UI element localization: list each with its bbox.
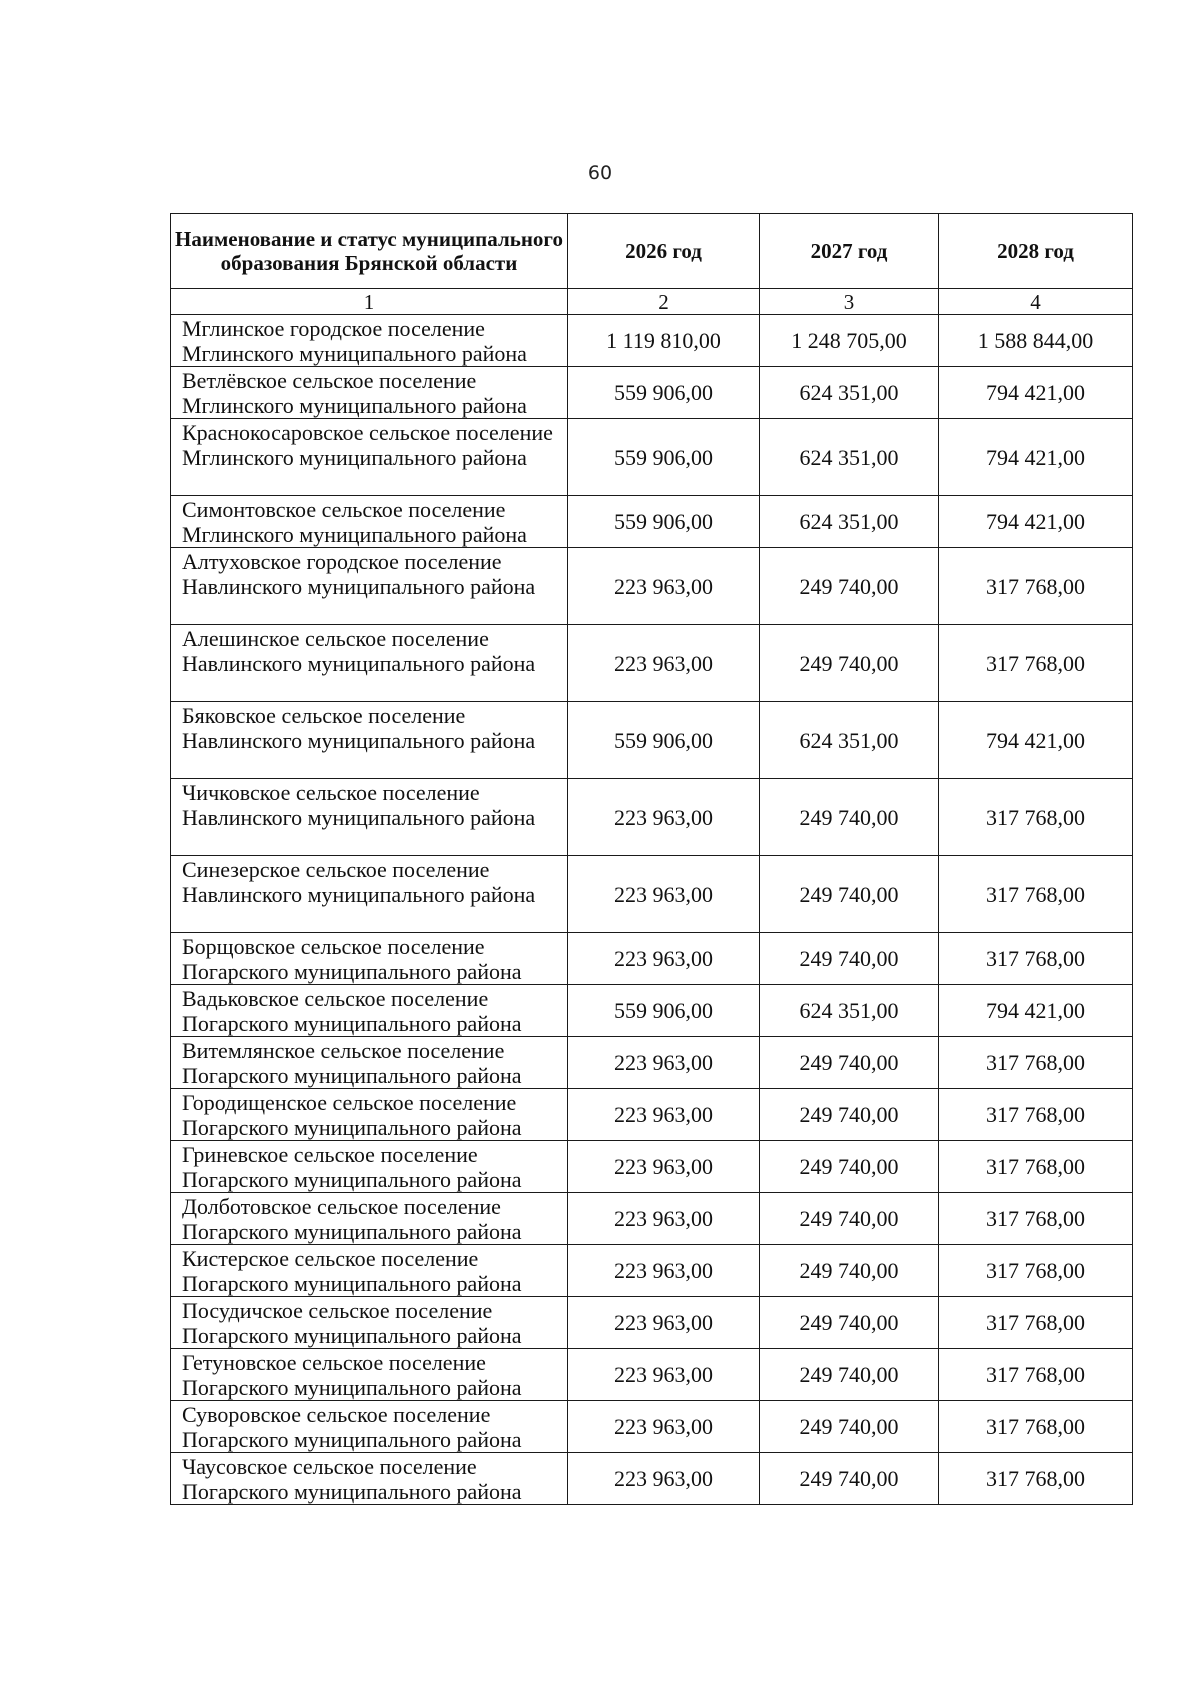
- value-2027: 624 351,00: [760, 702, 939, 779]
- value-2028: 317 768,00: [939, 1193, 1133, 1245]
- municipality-name: Симонтовское сельское поселение Мглинского муниципального района: [171, 496, 568, 548]
- municipality-name: Краснокосаровское сельское поселение Мглинского муниципального района: [171, 419, 568, 496]
- table-row: [171, 548, 1133, 625]
- column-number: 3: [760, 289, 939, 315]
- value-2028: 317 768,00: [939, 1037, 1133, 1089]
- table-row: [171, 1297, 1133, 1349]
- value-2028: 317 768,00: [939, 1245, 1133, 1297]
- value-2028: 317 768,00: [939, 779, 1133, 856]
- municipality-name: Вадьковское сельское поселение Погарского муниципального района: [171, 985, 568, 1037]
- municipality-name: Витемлянское сельское поселение Погарского муниципального района: [171, 1037, 568, 1089]
- value-2027: 624 351,00: [760, 496, 939, 548]
- table-row: [171, 779, 1133, 856]
- municipality-name: Долботовское сельское поселение Погарского муниципального района: [171, 1193, 568, 1245]
- value-2026: 223 963,00: [568, 1349, 760, 1401]
- municipality-name: Гриневское сельское поселение Погарского муниципального района: [171, 1141, 568, 1193]
- municipality-name: Чичковское сельское поселение Навлинского муниципального района: [171, 779, 568, 856]
- municipality-name: Гетуновское сельское поселение Погарского муниципального района: [171, 1349, 568, 1401]
- value-2028: 317 768,00: [939, 1453, 1133, 1505]
- value-2027: 249 740,00: [760, 1089, 939, 1141]
- value-2026: 223 963,00: [568, 933, 760, 985]
- value-2028: 317 768,00: [939, 1297, 1133, 1349]
- table-row: [171, 1193, 1133, 1245]
- table-row: [171, 625, 1133, 702]
- value-2028: 794 421,00: [939, 496, 1133, 548]
- header-2027: 2027 год: [760, 214, 939, 289]
- value-2028: 317 768,00: [939, 548, 1133, 625]
- municipality-name: Городищенское сельское поселение Погарского муниципального района: [171, 1089, 568, 1141]
- municipality-name: Мглинское городское поселение Мглинского муниципального района: [171, 315, 568, 367]
- value-2028: 317 768,00: [939, 625, 1133, 702]
- value-2026: 559 906,00: [568, 702, 760, 779]
- table-row: [171, 315, 1133, 367]
- table-header-row: [171, 214, 1133, 289]
- column-number: 4: [939, 289, 1133, 315]
- municipality-name: Чаусовское сельское поселение Погарского муниципального района: [171, 1453, 568, 1505]
- header-municipality: Наименование и статус муниципального образования Брянской области: [171, 214, 568, 289]
- municipality-name: Синезерское сельское поселение Навлинского муниципального района: [171, 856, 568, 933]
- value-2027: 249 740,00: [760, 1349, 939, 1401]
- value-2026: 1 119 810,00: [568, 315, 760, 367]
- table-row: [171, 933, 1133, 985]
- value-2027: 249 740,00: [760, 1297, 939, 1349]
- value-2028: 1 588 844,00: [939, 315, 1133, 367]
- value-2027: 249 740,00: [760, 625, 939, 702]
- column-number-row: [171, 289, 1133, 315]
- municipality-name: Бяковское сельское поселение Навлинского муниципального района: [171, 702, 568, 779]
- value-2027: 249 740,00: [760, 933, 939, 985]
- table-row: [171, 1453, 1133, 1505]
- value-2028: 317 768,00: [939, 1401, 1133, 1453]
- value-2026: 223 963,00: [568, 625, 760, 702]
- value-2026: 559 906,00: [568, 367, 760, 419]
- value-2026: 223 963,00: [568, 1037, 760, 1089]
- value-2027: 249 740,00: [760, 1245, 939, 1297]
- value-2027: 249 740,00: [760, 779, 939, 856]
- value-2026: 223 963,00: [568, 1297, 760, 1349]
- page-number: 60: [587, 162, 613, 184]
- table-row: [171, 496, 1133, 548]
- table-row: [171, 1141, 1133, 1193]
- value-2026: 223 963,00: [568, 1245, 760, 1297]
- table-row: [171, 985, 1133, 1037]
- value-2028: 317 768,00: [939, 933, 1133, 985]
- value-2027: 249 740,00: [760, 1453, 939, 1505]
- value-2028: 317 768,00: [939, 1089, 1133, 1141]
- value-2028: 794 421,00: [939, 702, 1133, 779]
- value-2027: 249 740,00: [760, 548, 939, 625]
- table-row: [171, 856, 1133, 933]
- municipality-name: Суворовское сельское поселение Погарского муниципального района: [171, 1401, 568, 1453]
- value-2026: 223 963,00: [568, 1193, 760, 1245]
- value-2027: 624 351,00: [760, 367, 939, 419]
- table-row: [171, 1349, 1133, 1401]
- value-2026: 223 963,00: [568, 856, 760, 933]
- table-row: [171, 419, 1133, 496]
- value-2027: 624 351,00: [760, 985, 939, 1037]
- table-row: [171, 702, 1133, 779]
- column-number: 2: [568, 289, 760, 315]
- column-number: 1: [171, 289, 568, 315]
- table-row: [171, 1401, 1133, 1453]
- municipality-name: Борщовское сельское поселение Погарского муниципального района: [171, 933, 568, 985]
- value-2028: 794 421,00: [939, 419, 1133, 496]
- value-2027: 249 740,00: [760, 1401, 939, 1453]
- value-2028: 794 421,00: [939, 985, 1133, 1037]
- value-2027: 249 740,00: [760, 1193, 939, 1245]
- value-2027: 624 351,00: [760, 419, 939, 496]
- value-2027: 249 740,00: [760, 1141, 939, 1193]
- value-2028: 794 421,00: [939, 367, 1133, 419]
- value-2028: 317 768,00: [939, 1349, 1133, 1401]
- value-2026: 223 963,00: [568, 1089, 760, 1141]
- table-row: [171, 1245, 1133, 1297]
- value-2028: 317 768,00: [939, 1141, 1133, 1193]
- value-2026: 223 963,00: [568, 1401, 760, 1453]
- header-2026: 2026 год: [568, 214, 760, 289]
- municipality-name: Кистерское сельское поселение Погарского муниципального района: [171, 1245, 568, 1297]
- value-2027: 1 248 705,00: [760, 315, 939, 367]
- municipality-name: Ветлёвское сельское поселение Мглинского муниципального района: [171, 367, 568, 419]
- municipality-name: Посудичское сельское поселение Погарского муниципального района: [171, 1297, 568, 1349]
- header-2028: 2028 год: [939, 214, 1133, 289]
- budget-table: [170, 213, 1133, 1505]
- table-row: [171, 1037, 1133, 1089]
- value-2026: 559 906,00: [568, 496, 760, 548]
- table-row: [171, 367, 1133, 419]
- municipality-name: Алтуховское городское поселение Навлинского муниципального района: [171, 548, 568, 625]
- table-row: [171, 1089, 1133, 1141]
- value-2028: 317 768,00: [939, 856, 1133, 933]
- value-2026: 559 906,00: [568, 419, 760, 496]
- value-2026: 223 963,00: [568, 1141, 760, 1193]
- value-2027: 249 740,00: [760, 1037, 939, 1089]
- municipality-name: Алешинское сельское поселение Навлинского муниципального района: [171, 625, 568, 702]
- value-2026: 223 963,00: [568, 1453, 760, 1505]
- value-2026: 559 906,00: [568, 985, 760, 1037]
- value-2026: 223 963,00: [568, 548, 760, 625]
- value-2027: 249 740,00: [760, 856, 939, 933]
- value-2026: 223 963,00: [568, 779, 760, 856]
